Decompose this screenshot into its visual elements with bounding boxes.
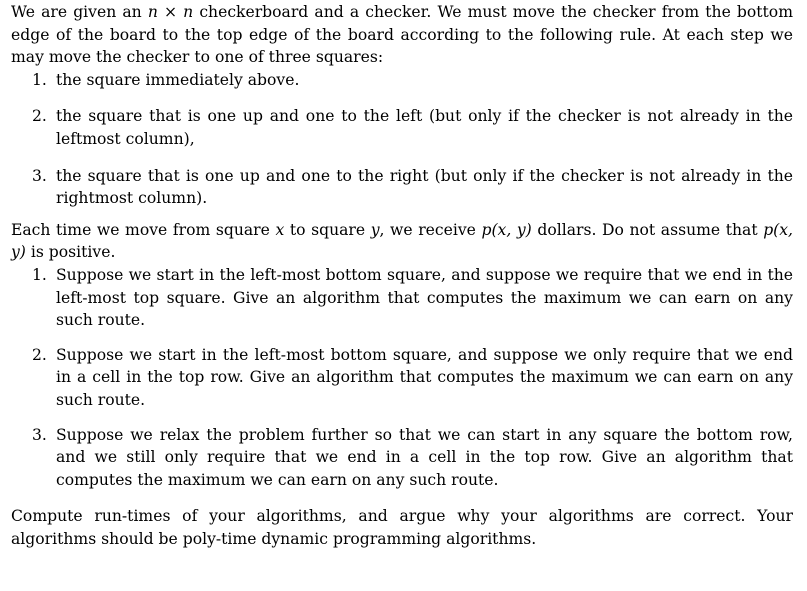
list-item [32, 264, 793, 332]
list-number: 2. [32, 345, 47, 364]
payment-text: dollars. Do not assume that [531, 220, 764, 239]
list-item [32, 165, 793, 210]
list-item-text: Suppose we relax the problem further so that we can start in any square the bottom row, and we still only require that we end in a cell in the top row. Give an algorithm that computes the maximum we can earn on any such route. [56, 425, 793, 489]
questions-list [11, 264, 793, 491]
list-item [32, 105, 793, 150]
list-number: 1. [32, 265, 47, 284]
list-number: 3. [32, 425, 47, 444]
math-x: x [275, 220, 285, 239]
closing-paragraph: Compute run-times of your algorithms, and argue why your algorithms are correct. Your algorithms should be poly-time dynamic programming algorithms. [11, 507, 793, 548]
math-p-xy: p(x, y) [11, 220, 794, 262]
list-number: 2. [32, 107, 47, 126]
list-item [32, 69, 793, 92]
payment-paragraph [11, 219, 793, 264]
payment-text: , we receive [379, 220, 482, 239]
math-n: n [147, 3, 158, 21]
math-n: n [183, 3, 194, 21]
list-item [32, 424, 793, 492]
moves-list [11, 69, 793, 210]
list-item [32, 344, 793, 412]
payment-text: to square [284, 220, 371, 239]
math-p-xy: p(x, y) [481, 220, 532, 239]
list-item-text: Suppose we start in the left-most bottom square, and suppose we require that we end in the left-most top square. Give an algorithm that computes the maximum we can earn on any such route. [56, 265, 793, 330]
intro-text-pre: We are given an [11, 3, 148, 21]
list-number: 3. [32, 166, 47, 185]
payment-text: Each time we move from square [11, 220, 276, 239]
list-item-text: the square that is one up and one to the left (but only if the checker is not already in the leftmost column), [56, 107, 793, 148]
intro-paragraph [11, 0, 793, 69]
math-y: y [370, 220, 380, 239]
payment-text: is positive. [25, 243, 116, 262]
list-item-text: Suppose we start in the left-most bottom square, and suppose we only require that we end in a cell in the top row. Give an algorithm that computes the maximum we can earn on any such route. [56, 345, 793, 409]
times-symbol: × [157, 3, 184, 21]
list-number: 1. [32, 70, 47, 89]
list-item-text: the square that is one up and one to the right (but only if the checker is not already in the rightmost column). [56, 166, 793, 208]
intro-text-post: checkerboard and a checker. We must move the checker from the bottom edge of the board to the top edge of the board according to the following rule. At each step we may move the checker to one of three squares: [11, 3, 793, 67]
list-item-text: the square immediately above. [56, 70, 300, 89]
